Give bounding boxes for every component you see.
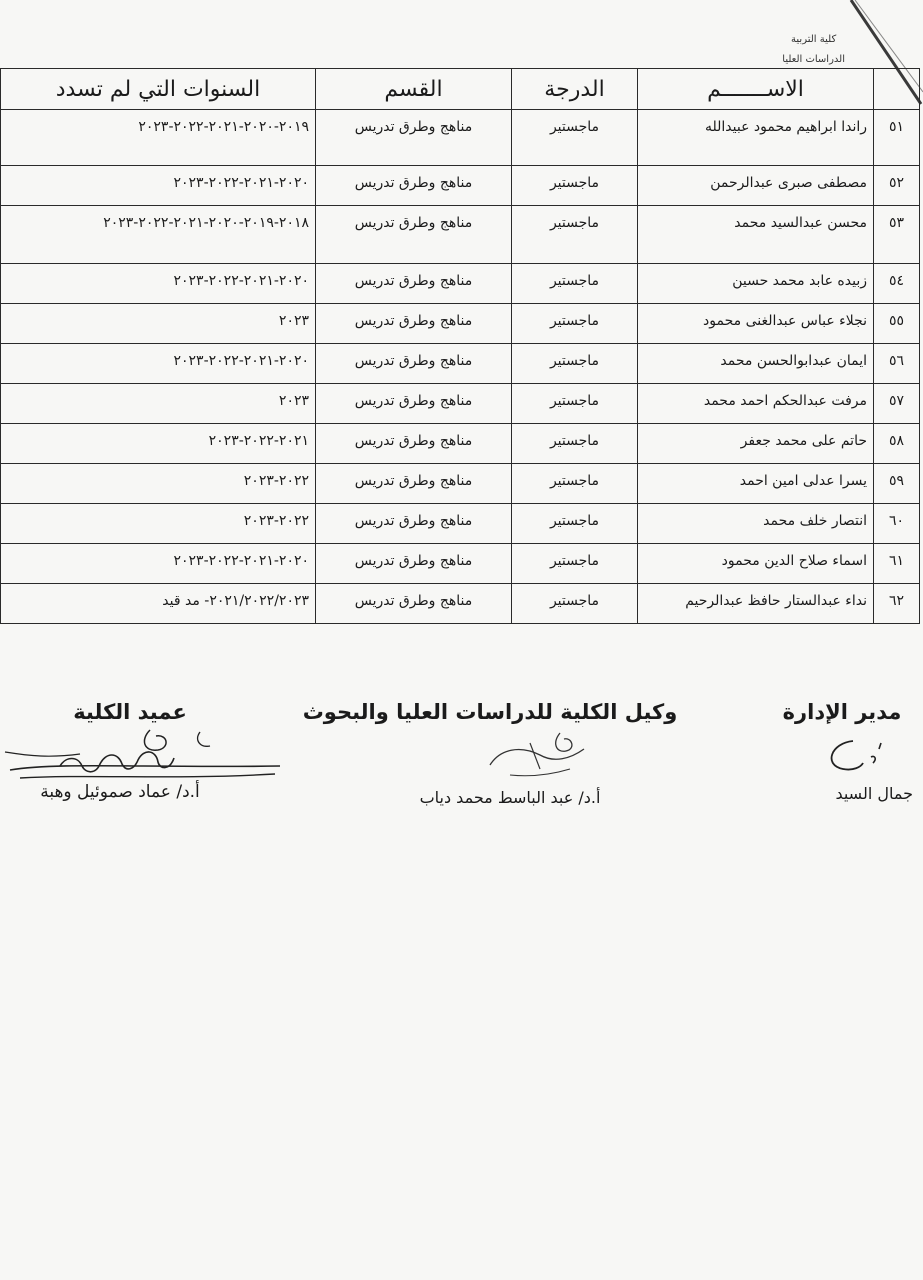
student-name: ايمان عبدابوالحسن محمد (638, 344, 874, 384)
faculty-name: كلية التربية (791, 34, 837, 45)
table-row (1, 544, 920, 584)
table-row (1, 424, 920, 464)
row-number: ٥٨ (874, 424, 920, 464)
row-number: ٥١ (874, 110, 920, 166)
dean-title: عميد الكلية (73, 700, 187, 724)
unpaid-years-cell: ٢٠٢٠-٢٠٢١-٢٠٢٢-٢٠٢٣ (1, 264, 316, 304)
degree-cell: ماجستير (512, 384, 638, 424)
table-row (1, 464, 920, 504)
student-name: نجلاء عباس عبدالغنى محمود (638, 304, 874, 344)
unpaid-years-cell: ٢٠٢٠-٢٠٢١-٢٠٢٢-٢٠٢٣ (1, 544, 316, 584)
column-name: الاســـــــم (638, 69, 874, 110)
column-degree: الدرجة (512, 69, 638, 110)
table-row (1, 166, 920, 206)
table-row (1, 206, 920, 264)
table-row (1, 110, 920, 166)
row-number: ٥٣ (874, 206, 920, 264)
student-name: مصطفى صبرى عبدالرحمن (638, 166, 874, 206)
student-name: نداء عبدالستار حافظ عبدالرحيم (638, 584, 874, 624)
row-number: ٦٢ (874, 584, 920, 624)
department-cell: مناهج وطرق تدريس (316, 544, 512, 584)
department-cell: مناهج وطرق تدريس (316, 344, 512, 384)
manager-handwritten-signature (815, 735, 895, 785)
vice-dean-handwritten-signature (470, 725, 610, 785)
degree-cell: ماجستير (512, 206, 638, 264)
department-cell: مناهج وطرق تدريس (316, 264, 512, 304)
degree-cell: ماجستير (512, 344, 638, 384)
department-name: الدراسات العليا (782, 54, 845, 65)
degree-cell: ماجستير (512, 424, 638, 464)
row-number: ٦٠ (874, 504, 920, 544)
student-name: زبيده عابد محمد حسين (638, 264, 874, 304)
student-name: يسرا عدلى امين احمد (638, 464, 874, 504)
manager-title: مدير الإدارة (782, 700, 902, 724)
unpaid-years-cell: ٢٠١٨-٢٠١٩-٢٠٢٠-٢٠٢١-٢٠٢٢-٢٠٢٣ (1, 206, 316, 264)
degree-cell: ماجستير (512, 544, 638, 584)
row-number: ٥٢ (874, 166, 920, 206)
student-name: انتصار خلف محمد (638, 504, 874, 544)
department-cell: مناهج وطرق تدريس (316, 584, 512, 624)
students-table (0, 68, 920, 624)
degree-cell: ماجستير (512, 264, 638, 304)
table-row (1, 264, 920, 304)
department-cell: مناهج وطرق تدريس (316, 304, 512, 344)
column-number (874, 69, 920, 110)
row-number: ٥٩ (874, 464, 920, 504)
student-name: راندا ابراهيم محمود عبيدالله (638, 110, 874, 166)
row-number: ٥٤ (874, 264, 920, 304)
row-number: ٥٥ (874, 304, 920, 344)
vice-dean-name: أ.د/ عبد الباسط محمد دياب (419, 788, 601, 807)
table-row (1, 384, 920, 424)
dean-handwritten-signature (0, 722, 290, 792)
student-name: اسماء صلاح الدين محمود (638, 544, 874, 584)
manager-name: جمال السيد (835, 784, 913, 803)
row-number: ٦١ (874, 544, 920, 584)
unpaid-years-cell: ٢٠٢١/٢٠٢٢/٢٠٢٣- مد قيد (1, 584, 316, 624)
degree-cell: ماجستير (512, 110, 638, 166)
table-row (1, 584, 920, 624)
unpaid-years-cell: ٢٠٢٢-٢٠٢٣ (1, 504, 316, 544)
unpaid-years-cell: ٢٠٢١-٢٠٢٢-٢٠٢٣ (1, 424, 316, 464)
row-number: ٥٧ (874, 384, 920, 424)
table-row (1, 344, 920, 384)
table-header-row (1, 69, 920, 110)
document-header (782, 30, 845, 70)
degree-cell: ماجستير (512, 464, 638, 504)
student-name: محسن عبدالسيد محمد (638, 206, 874, 264)
student-name: حاتم على محمد جعفر (638, 424, 874, 464)
unpaid-years-cell: ٢٠٢٠-٢٠٢١-٢٠٢٢-٢٠٢٣ (1, 344, 316, 384)
unpaid-years-cell: ٢٠٢٢-٢٠٢٣ (1, 464, 316, 504)
department-cell: مناهج وطرق تدريس (316, 424, 512, 464)
degree-cell: ماجستير (512, 166, 638, 206)
table-row (1, 304, 920, 344)
row-number: ٥٦ (874, 344, 920, 384)
unpaid-years-cell: ٢٠٢٠-٢٠٢١-٢٠٢٢-٢٠٢٣ (1, 166, 316, 206)
column-department: القسم (316, 69, 512, 110)
department-cell: مناهج وطرق تدريس (316, 464, 512, 504)
degree-cell: ماجستير (512, 504, 638, 544)
unpaid-years-cell: ٢٠١٩-٢٠٢٠-٢٠٢١-٢٠٢٢-٢٠٢٣ (1, 110, 316, 166)
table-row (1, 504, 920, 544)
dean-name: أ.د/ عماد صموئيل وهبة (40, 782, 200, 802)
department-cell: مناهج وطرق تدريس (316, 166, 512, 206)
column-unpaid-years: السنوات التي لم تسدد (1, 69, 316, 110)
student-name: مرفت عبدالحكم احمد محمد (638, 384, 874, 424)
department-cell: مناهج وطرق تدريس (316, 110, 512, 166)
department-cell: مناهج وطرق تدريس (316, 206, 512, 264)
unpaid-years-cell: ٢٠٢٣ (1, 384, 316, 424)
department-cell: مناهج وطرق تدريس (316, 504, 512, 544)
unpaid-years-cell: ٢٠٢٣ (1, 304, 316, 344)
vice-dean-title: وكيل الكلية للدراسات العليا والبحوث (302, 700, 678, 724)
degree-cell: ماجستير (512, 304, 638, 344)
department-cell: مناهج وطرق تدريس (316, 384, 512, 424)
degree-cell: ماجستير (512, 584, 638, 624)
